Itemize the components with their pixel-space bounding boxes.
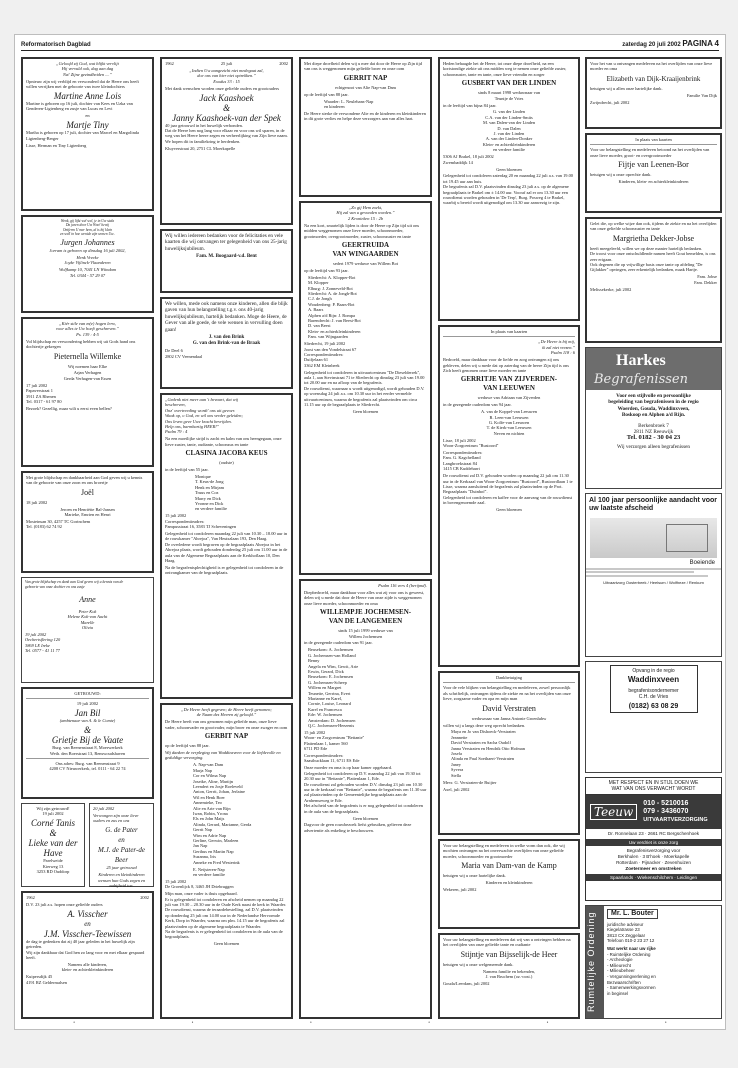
obituary-gerbit-nap: „De Heere heeft gegeven; de Heere heeft genomen; de Naam des Heeren zij geloofd.” De Heere heeft van ons genomen mijn geliefde man, onze lieve vader, schoonvader en grootvader, mijn broer en onze zwager en oom GERBIT NAP op de leeftijd van 88 jaar. Wij danken de verpleging van Waddinxveen voor de liefdevolle en geduldige verzorging. A. Nap-van Dam Marja Nap Cor en Wilma Nap Joseike, Aline, Martijn Leendert en Josje Roeleveld Anton, Gerrit, Johan, Jerlaine Wil en Henk Boer Annemieke, Teo Alie en Arie van Rijn Iwan, Robin, Yrona Els en John Maijs Alinda, Gerard, Marianne, Gerda Gerrit Nap Wim en Adrie Nap Gerline, Gerwin, Marleen Jan Nap Gerthus en Martin Nap Suzanna, Iris Anneke en Fred Westerink E. Neijsteren-Nap en verdere familie 15 juli 2002 De Groenlijck 8, 3465 JH Driebruggen Mijn man, onze vader is thuis opgebaard. Er is gelegenheid tot condoleren en afscheid nemen op maandag 22 juli van 19.30 – 20.30 uur in de Oude Kerk naast de kerk in Waarder. De rouwdienst, waarna de teraardebestelling, zal D.V. plaatsvinden op donderdag 25 juli om 14.00 uur in de Nederlandse Hervormde Kerk, Dorp in Waarder, waarna om plm. 14.15 uur de begrafenis zal plaatsvinden op de algemene begraafplaats te Waarder. Na de begrafenis is er gelegenheid tot condoleren in de aula van de begraafplaats. Geen bloemen — [160, 703, 293, 1019]
anniversary-visscher: 1962 2002 D.V. 23 juli a.s. hopen onze geliefde ouders A. Visscher en J.M. Visscher-Teewissen de dag te gedenken dat zij 40 jaar geleden in het huwelijk zijn getreden. Wij zijn dankbaar dat God hen zo lang voor en met elkaar gespaard heeft. Namens alle kinderen, klein- en achterkleinkinderen Kuipersdijk 45 4191 RZ Geldermalsen — [21, 891, 154, 1019]
thanks-fijtje-van-leenen: In plaats van kaarten Voor uw belangstelling en medeleven betoond na het overlijden van onze lieve moeder, groot- en overgrootmoeder Fijtje van Leenen-Bor betuigen wij u onze oprechte dank. Kinderen, klein- en achterkleinkinderen — [585, 133, 722, 213]
page-header — [21, 41, 719, 51]
column-3 — [299, 57, 432, 1017]
column-4 — [438, 57, 575, 1017]
page-date-line: zaterdag 20 juli 2002 PAGINA 4 — [622, 39, 719, 48]
wedding-announcement-tanis: Wij zijn getrouwd! 19 juli 2002 Corné Tanis & Lieke van der Have Parelweide Kierweg 13 3253 RD Ouddorp — [21, 803, 85, 887]
obituary-gusbert-van-der-linden: Heden behaagde het de Heere, tot onze diepe droefheid, na een kortstondige ziekte uit ons midden weg te nemen onze geliefde zuster, schoonzuster, tante en tante, onze lieve vriendin en zorger GUSBERT VAN DER LINDEN sinds 8 maart 1998 weduwnaar van Teuntje de Vries in de leeftijd van bijna 84 jaar. G. van der Linden C.A. van der Linden-Smits M. van Dalen-van der Linden D. van Dalen J. van der Linden A. van der Linden-Donker Klein- en achterkleinkinderen en verdere familie 5306 AJ Brakel, 18 juli 2002 Zwembaddijk 14 Geen bloemen Gelegenheid tot condoleren zaterdag 20 en maandag 22 juli a.s. van 19.00 tot 19.45 uur aan huis. De begrafenis zal D.V. plaatsvinden dinsdag 23 juli a.s. op de algemene begraafplaats te Brakel om ± 14.00 uur. Vooraf zal er om 13.30 uur een rouwdienst worden gehouden in 'De Terp', Burg. Posweg 4 te Brakel, waarbij u bereid wordt uitgenodigd om 13.30 uur aanwezig te zijn. — [438, 57, 580, 321]
obituary-clasina-keus: „Gedenk niet meer aan 't bevaart, dat wij beschreven, Onz' overtreeding wordt' ons uit gevoer. Waak op, o God, en wil ons verder geleiden; Ons leven geve Uwe kracht bevrijden. Help ons, barmhartig HEER!” Psalm 79 : 4 Na een moeilijke strijd is zacht en kalm van ons heengegaan, onze lieve zuster, tante, oudtante, schoonzus en tante CLASINA JACOBA KEUS (oudste) in de leeftijd van 55 jaar. Monique T. Keus-de Jong Henk en Mirjam Truus en Coz Marry en Dick Yvonne en Dick en verdere familie 15 juli 2002 Correspondentieadres: Pampusstraat 16, 3583 TJ Scheveningen Gelegenheid tot condoleren maandag 22 juli van 10.30 – 18.00 uur in de rouwkamer "Ahrejoa", Van Heutszlaan 193, Den Haag. De overledene wordt begraven op de begraafplaats Ahrejoa in het Ahrejoa plaats, wordt gehouden donderdag 25 juli om 11.00 uur in de aula van de Algemene Begraafplaats aan de Kerkhoflaan 10, Den Haag. Na de begrafenisplechtigheid is er gelegenheid tot condoleren in de ontvangkamer van de begraafplaats. — [160, 393, 293, 699]
thanks-stijntje-van-bijsselijk: Voor uw belangstelling en medeleven dat wij van u ontvingen hebben na het overlijden van onze geliefde tante en oudtante Stijntje van Bijsselijk-de Heer betuigen wij u onze welgemeende dank. Namens familie en bekenden, J. van Bruchem (oz.-oost.) Gouda/Leerdam, juli 2002 — [438, 933, 580, 1019]
teeuw-uitvaart-ad: MET RESPECT EN IN STIJL DOEN WE WAT VAN ONS VERWACHT WORDT Teeuw 010 - 5210016 079 - 3436070 UITVAARTVERZORGING Dr. Ronnelaan 23 · 2661 RC Bergschenhoek Uw verdriet is onze zorg Begrafenisverzorging voor Berkhulen · 3 B'hoek · Moerkapelle Rotterdam · Pijnacker · Zevenhuizen Zoetermeer en omstreken Spaarlands · Wiekenschilchem · Leidingen — [585, 777, 722, 901]
column-1 — [21, 57, 154, 1017]
anniversary-de-pater: 20 juli 2002 Verwongen zijn onze lieve ouders en zus en ons G. de Pater en M.J. de Pater-de Beer 25 jaar getrouwd Kinderen en kleinkinderen wensen hun Gods zegen en nabijheid toe. — [89, 803, 154, 887]
thanks-van-den-brink: We willen, mede ook namens onze kinderen, allen die blijk gaven van hun belangstelling t.g.v. ons 40-jarig huwelijksjubileum, hartelijk bedanken. Moge de Heere, de Gever van alle goede, de vele wensen in vervulling doen gaan! J. van den Brink G. van den Brink-van de Braak De Deel 6 2802 CV Veenendaal — [160, 297, 293, 389]
teeuw-logo: Teeuw — [590, 804, 637, 820]
page-label: PAGINA — [682, 39, 713, 48]
column-2 — [160, 57, 293, 1017]
obituary-geertruida-van-wingaarden: „Zo gij Hem zoekt, Hij zal van u gevonden worden.” 2 Kronieken 15 : 2b Na een kort, smartelijk lijden is door de Heere op Zijn tijd uit ons midden weggenomen onze lieve moeder, schoonmoeder, grootmoeder, overgrootmoeder, zuster, schoonzuster en tante GEERTRUIDA VAN WINGAARDEN sedert 1979 weduwe van Willem Bot op de leeftijd van 93 jaar. Sliedrecht: A. Klopper-Bot M. Klopper Elburg: J. Zonneveld-Bot Sliedrecht: A. de Jongh-Bot C.J. de Jongh Woudenberg: P. Baars-Bot A. Baars Alphen a/d Rijn: J. Rompa Barendrecht: J. van Beest-Bot D. van Beest Klein- en achterkleinkinderen Fam. van Wijngaarden Sliedrecht, 19 juli 2002 Joost van den Vondelstraat 67 Correspondentieadres: Duifjelaan 61 3362 EM Kleinbeek Gelegenheid tot condoleren in uitvaartcentrum "De Dieselderrek", aula 1, aan Stevinstraat 71 te Sliedrecht op dinsdag 23 juli van 19.00 tot 20.00 uur en na afloop van de begrafenis. De rouwdienst, waarnaar u wordt uitgenodigd, wordt gehouden D.V. op woensdag 24 juli a.s. om 10.30 uur in het eerder vermelde uitvaartcentrum, waarna de begrafenis zal plaatsvinden om circa 11.15 uur op de begraafplaats te Sliedrecht. Geen bloemen — [299, 201, 432, 575]
birth-announcement-pieternella: „Kiér stile van m(e) hogen lerw, voor alles te Uw hoeft geschreven.” Ps. 139 : 4-5 Vol blijdschap en verwondering hebben wij uit Gods hand ons dochtertje gekregen Pieternella Willemke Wij noemen haar Elke Arjan Verhagen Gerda Verhagen-van Essen 17 juli 2002 Papaverstraat 1 3911 ZA Rhenen Tel. 0317 - 61 97 80 Bezoek? Gezellig, maar wilt u eerst even bellen? — [21, 317, 154, 467]
newspaper-page — [14, 34, 726, 1030]
obituary-gerritje-van-zijverden: In plaats van kaarten „De Heere is bij mij, ik zal niet vrezen.” Psalm 118 : 6 Bedroefd, maar dankbaar voor de liefde en zorg ontvangen zij ons gebleven, delen wij u mede dat op zaterdag van de heere Zijn tijd is ons Zich heeft genomen onze lieve moeder en tante GERRITJE VAN ZIJVERDEN- VAN LEEUWEN weduwe van Adriaan van Zijverden in de gezegende ouderdom van 94 jaar. A. van de Koppel-van Leeuwen R. Leen-van Leeuwen G. Kolfe-van Leeuwen T. de Kierk-van Leeuwen Neven en nichten Lisse, 18 juli 2002 Woon-Zorgcentrum "Rustoord" Correspondentieadres: Fam. G. Kagchelland Langbroekstraat 84 1415 CB Kuddeharrt De rouwdienst zal D.V. gehouden worden op maandag 22 juli om 11.30 uur in de Kerkzaal van Woon-Zorgcentrum "Rustoord", Rustoordlaan 1 te Lisse, waarna aansluitend de begrafenis zal plaatsvinden op de Prot. Begraafplaats "Duinhof". Gelegenheid tot condoleren en kaffee voor de aanvang van de rouwdienst in bovengenoemde zaal. Geen bloemen — [438, 325, 580, 667]
harkes-funeral-ad: Harkes Begrafenissen Voor een stijlvolle en persoonlijke begeleiding van begrafenissen in de regio Woerden, Gouda, Waddinxveen, Boskoop en Alphen a/d Rijn. Berkenbroek 7 2811 NZ Reeuwijk Tel. 0182 - 30 04 23 Wij verzorgen alleen begrafenissen — [585, 347, 722, 489]
obituary-gerrit-nap-family: Met diepe droefheid delen wij u mee dat door de Heere op Zijn tijd van ons is weggenomen mijn geliefde broer en onze oom GERRIT NAP echtgenoot van Alie Nap-van Dam op de leeftijd van 88 jaar. Waarder: L. Neulehans-Nap en kinderen De Heere sterke de verwondene Alie en de kinderen en kleinkinderen in dit grote verlies en helpe deze verzorgers aan van alles hart. — [299, 57, 432, 197]
thanks-elizabeth-van-dijk: Voor het van u ontvangen medeleven na het overlijden van onze lieve moeder en oma Elizabeth van Dijk-Kraaijenbrink betuigen wij u allen onze hartelijke dank. Familie Van Dijk Zwijndrecht, juli 2002 — [585, 57, 722, 129]
birth-announcement-anne: Van grote blijdschap en dank aan God geven wij u kennis van de geboorte van onze dochter en ons zusje Anne Peter Kok Helene Kok-van Aacht Marelle Olivia 19 juli 2002 Oechertsflering 120 3869 LE Ireke Tel. 0577 - 41 11 77 — [21, 577, 154, 683]
opvang-waddinxveen-ad: Opvang in de regio Waddinxveen begrafenisondernemer C.H. de Vries (0182) 63 08 29 — [585, 661, 722, 773]
wedding-announcement-jan-bil: GETROUWD: 19 juli 2002 Jan Bil (ambtenaar van A. & le Comte) & Grietje Bij de Vaate Burg. van Reenenstraat 8, Moerwerkerk Weth. den Boerstraat 13, Renswoudshaven Ons adres: Burg. van Reenenstraat 9 4208 CV Nieuwerkerk, tel. 0111 - 64 22 74 — [21, 687, 154, 799]
thanks-david-verstraten: Dankbetuiging Voor de vele blijken van belangstelling en medeleven, zowel persoonlijk als schriftelijk, ontvangen tijdens de ziekte en na het overlijden van onze lieve, zorgzame vader en opa en mijn man David Verstraten weduwnaar van Janna Antonie Groenlubw willen wij u langs deze weg oprecht bedanken. Maya en Jo van Dishoeck-Verstraten Jeannette David Verstraten en Sacha Oudolf Janna Verstraten en Hendrik Otto Hofman Josefa Alinda en Paul Soethaert-Verstraten Janey Syvera Stella Mevr. G. Verstraten-de Buijter Axel, juli 2002 — [438, 671, 580, 835]
thanks-margrietha-dekker: Gelei die, op welke wijze dan ook, tijdens de ziekte en na het overlijden van onze geliefde schoonzuster en tante Margrietha Dekker-Jobse heeft meegeleefd, willen we op deze manier hartelijk bedanken. De troost voor onze ontschuldlende namen heeft Gout bemelden, is ons zeer erigaan. Ook degenen die op vrijwillige basis onze tante op afdeling "De Gijlakker" opvingen, zeer erkentelijk bedanken, maak Hartje. Fam. Jobse Fam. Dekker Melissekerke, juli 2002 — [585, 217, 722, 343]
birth-announcement-martine: „Geloofd zij God, wat blijkt vervlijt Hij vervuld ook, dag aan dag Na! Zijne gezindheiden ....” Opnieuw zijn wij verblijd en verwonderd dat de Heere ons heeft willen verrijken met de geboorte van twee kleindochters Martine Anne Lois Martine is geboren op 16 juli, dochter van Kees en Uzka van Genderen-Ligtenberg en zusje van Lucas en Levi en Martje Tiny Martha is geboren op 17 juli, dochter van Marcel en Margolinda Ligtenberg-Berger Lisse, Herman en Tiny Ligtenberg — [21, 57, 154, 211]
harkes-header: Harkes Begrafenissen — [586, 348, 721, 390]
birth-announcement-joel: Met grote blijdschap en dankbaarheid aan God geven wij u kennis van de geboorte van onze zoon en ons broertje Joël 18 juli 2002 Jeroen en Henriëtte Bal-Jansen Marieke, Emrien en Henri Mosteinsan 30, 4257 TC Gorinchem Tel. (0183) 62 74 92 — [21, 471, 154, 573]
uitvaartzorg-ad: Al 100 jaar persoonlijke aandacht voor uw laatste afscheid Boeiende Uitvaartzorg Oosterbeek / Heelsum / Wolfheze / Renkum — [585, 493, 722, 657]
column-5 — [585, 57, 722, 1017]
obituary-willempje-jochemsen: Psalm 116 vers 4 (berijmd). Diepbedroefd, maar dankbaar voor alles wat zij voor ons is geweest, delen wij u mede dat door de Heere van onze zijde is weggenomen onze lieve moeder, schoonmoeder en oma WILLEMPJE JOCHEMSEN- VAN DE LANGEMEEN sinds 15 juli 1999 weduwe van Willem Jochemsen in de gezegende ouderdom van 91 jaar. Beusekom: A. Jochemsen G. Jochemsen-van Holland Benny Angela en Wim, Gewit, Arie Erwin, Gerard, Dick Beusekom: E. Jochemsen G. Jochemsen-Scheep Willem en Margret Teunette, Gerrina, Evert Marianne en Karel, Cornie, Louise, Leonard Karel en Francesca Ede: W. Jochemsen Amsterdam: D. Jochemsen Q.C. Jochemsen-Heezenis 15 juli 2002 Woon- en Zorgcentrum "Bettanie" Plattenlaan 1, kamer 560 6711 PD Ede Correspondentieadres: Saasthucklaan 11, 6711 ES Ede Onze moeder en oma is op haar kamer opgebaard. Gelegenheid tot condoleren op D.V. maandag 22 juli van 19.30 tot 20.30 uur in "Bettanie", Plattenlaan 1, Ede. De rouwdienst zal gehouden worden D.V. dinsdag 23 juli om 10.30 uur in de kerkzaal van "Bettanie", waarna de begrafenis om 11.30 uur zal plaatsvinden op de Gemeentelijke begraafplaats aan de Arnhemseweg te Ede. Het afscheid van de begrafenis is er nog gelegenheid tot condoleren in de aula van de begraafplaats. Geen bloemen Dagvoor de geen rouwbezoek liefst gebruiken, gelieven deze advertentie als enkeling te beschouwen. — [299, 579, 432, 1019]
anniversary-kaashoek: 1962 25 juli 2002 „Indien Uw aangezicht niet medegaat zal, doe ons van hier niet optrekken.” Exodus 33 : 15 Met dank wenschen worden onze geliefde ouders en grootouders Jack Kaashoek & Janny Kaashoek-van der Spek 40 jaar getrouwd in het huwelijk verbonden. Dat de Heere hen nog lang voor elkaar en voor ons wil sparen, in de weg van het Heere heere zegen en verheerlijking van Zijn lieve naam. We hopen dit in familiekring te herdenken. Kluyverstraat 20, 2751 CL Moerkapelle — [160, 57, 293, 225]
birth-announcement-jurgen: Wenk, gij lijkt wel wel, je in Uw stala Da jaren door Uw Woo! bewij Ontferm U mer hem, al is hij klein en well in hoe wenide zijn wonen Uw.. Jurgen Johannes Jorram is geboren op dinsdag 16 juli 2002, Henk Vreeke Joyke Vijlinck-Vlaanderen Wolfkamp 10, 7041 LN Wiindam Tel. 0344 - 57 29 07 — [21, 215, 154, 313]
bouter-legal-ad: Rumtelijke Ordening Mr. L. Bouter juridische adviseur Kiegelatrasse 23 3813 CX Zeggelaar Telefoon 010-2 23 27 12 Wat werkt naar uw rijke - Ruimtelijke Ordening - Archeologie - Milieurecht - Milieubeheer - Vergunningverlening en Bezwaarschriften - Samenwerkingsvormen in beginsel — [585, 905, 722, 1019]
footer-dots: • • • • • • — [73, 1021, 667, 1026]
thanks-maria-van-dam: Voor uw belangstelling en medeleven in welke vorm dan ook, die wij mochten ontvangen na het onverwachte overlijden van onze geliefde moeder, schoonmoeder en grootmoeder Maria van Dam-van de Kamp betuigen wij u onze hartelijke dank. Kinderen en kleinkinderen Wekeren, juli 2002 — [438, 839, 580, 929]
thanks-boogaard: Wij willen iedereen bedanken voor de felicitaties en vele kaarten die wij ontvangen ter gelegenheid van ons 25-jarig huwelijksjubileum. Fam. M. Boogaard-v.d. Bent — [160, 229, 293, 293]
page-number: 4 — [714, 39, 719, 48]
building-photo — [590, 518, 717, 558]
paper-name: Reformatorisch Dagblad — [21, 42, 91, 48]
